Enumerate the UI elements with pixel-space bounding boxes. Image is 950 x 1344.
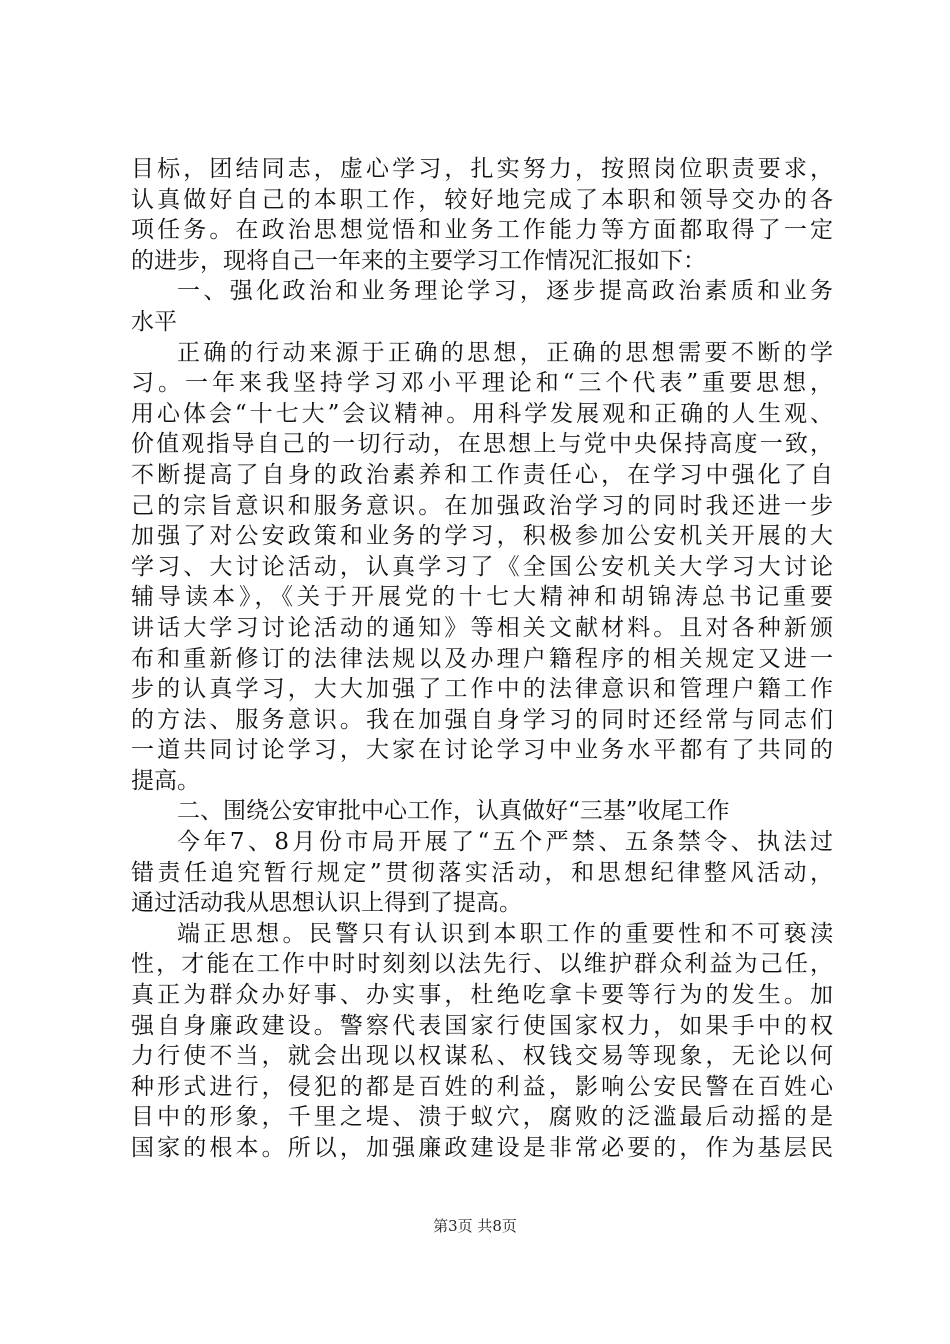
text-line: 通过活动我从思想认识上得到了提高。 [131,890,522,917]
text-line: 的方法、服务意识。我在加强自身学习的同时还经常与同志们 [131,706,833,733]
paragraph-first-line: 今年7、8月份市局开展了“五个严禁、五条禁令、执法过 [177,829,833,856]
text-line: 国家的根本。所以，加强廉政建设是非常必要的，作为基层民 [131,1135,833,1161]
text-line: 价值观指导自己的一切行动，在思想上与党中央保持高度一致， [131,431,833,458]
text-line: 力行使不当，就会出现以权谋私、权钱交易等现象，无论以何 [131,1043,833,1070]
text-line: 一道共同讨论学习，大家在讨论学习中业务水平都有了共同的 [131,737,833,764]
text-line: 步的认真学习，大大加强了工作中的法律意识和管理户籍工作 [131,676,833,703]
paragraph-first-line: 一、强化政治和业务理论学习，逐步提高政治素质和业务 [177,278,833,305]
paragraph-first-line: 正确的行动来源于正确的思想，正确的思想需要不断的学 [177,339,833,366]
paragraph-first-line: 二、围绕公安审批中心工作，认真做好“三基”收尾工作 [177,798,730,825]
text-line: 讲话大学习讨论活动的通知》等相关文献材料。且对各种新颁 [131,614,833,641]
text-line: 认真做好自己的本职工作，较好地完成了本职和领导交办的各 [131,186,833,213]
text-line: 己的宗旨意识和服务意识。在加强政治学习的同时我还进一步 [131,492,833,519]
text-line: 不断提高了自身的政治素养和工作责任心，在学习中强化了自 [131,461,833,488]
text-line: 布和重新修订的法律法规以及办理户籍程序的相关规定又进一 [131,645,833,672]
text-line: 性，才能在工作中时时刻刻以法先行、以维护群众利益为己任， [131,951,833,978]
text-line: 提高。 [131,767,200,794]
text-line: 习。一年来我坚持学习邓小平理论和“三个代表”重要思想， [131,370,833,397]
document-body [131,154,833,1164]
text-line: 的进步，现将自己一年来的主要学习工作情况汇报如下： [131,247,706,274]
text-line: 种形式进行，侵犯的都是百姓的利益，影响公安民警在百姓心 [131,1073,833,1100]
paragraph-first-line: 端正思想。民警只有认识到本职工作的重要性和不可亵渎 [177,920,833,947]
text-line: 学习、大讨论活动，认真学习了《全国公安机关大学习大讨论 [131,553,833,580]
text-line: 加强了对公安政策和业务的学习，积极参加公安机关开展的大 [131,523,833,550]
text-line: 项任务。在政治思想觉悟和业务工作能力等方面都取得了一定 [131,217,833,244]
page-number-footer: 第3页 共8页 [433,1217,517,1235]
text-line: 水平 [131,308,177,335]
text-line: 辅导读本》，《关于开展党的十七大精神和胡锦涛总书记重要 [131,584,833,611]
text-line: 真正为群众办好事、办实事，杜绝吃拿卡要等行为的发生。加 [131,982,833,1009]
text-line: 用心体会“十七大”会议精神。用科学发展观和正确的人生观、 [131,400,833,427]
text-line: 强自身廉政建设。警察代表国家行使国家权力，如果手中的权 [131,1012,833,1039]
text-line: 错责任追究暂行规定”贯彻落实活动，和思想纪律整风活动， [131,859,833,886]
text-line: 目标，团结同志，虚心学习，扎实努力，按照岗位职责要求， [131,156,833,182]
text-line: 目中的形象，千里之堤、溃于蚁穴，腐败的泛滥最后动摇的是 [131,1104,833,1131]
